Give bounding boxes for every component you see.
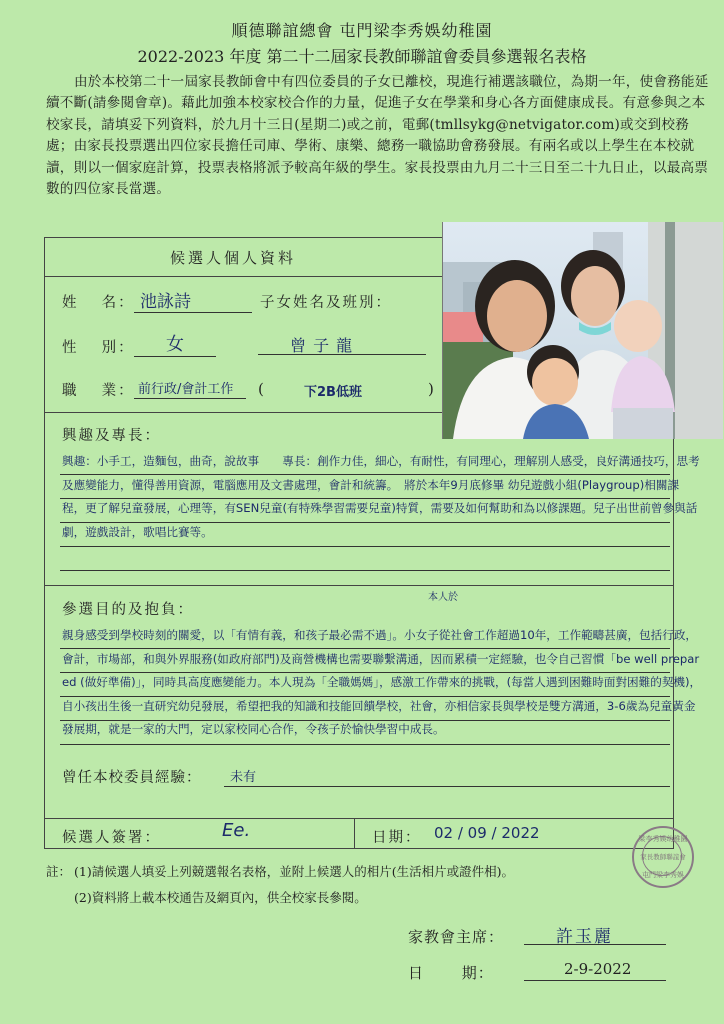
chair-date-label: 日 期： (408, 964, 494, 982)
interests-label: 興趣及專長： (62, 428, 161, 444)
class-value: 下2B低班 (304, 385, 362, 400)
gender-value: 女 (166, 334, 184, 355)
class-close-paren: ) (428, 380, 434, 398)
divider (44, 818, 674, 819)
date-label: 日期： (372, 830, 422, 846)
chair-date: 2-9-2022 (564, 960, 632, 978)
school-title: 順德聯誼總會 屯門梁李秀娛幼稚園 (231, 21, 493, 40)
divider (44, 585, 674, 586)
child-name-value: 曾 子 龍 (290, 336, 354, 355)
purpose-line (60, 672, 670, 673)
purpose-line (60, 744, 670, 745)
interests-line (60, 570, 670, 571)
chair-label: 家教會主席： (408, 928, 505, 946)
intro-paragraph: 由於本校第二十一屆家長教師會中有四位委員的子女已離校，現進行補選該職位，為期一年，使會務能延續不斷(請參閱會章)。藉此加強本校家校合作的力量，促進子女在學業和身心各方面健康成長。有意參與之本校家長，請填妥下列資料，於九月十三日(星期二)或之前，電郵(tmllsykg@netvigator.com)或交到校務處；由家長投票選出四位家長擔任司庫、學術、康樂、總務一職協助會務發展。有兩名或以上學生在本校就讀，則以一個家庭計算，投票表格將派予較高年級的學生。家長投票由九月二十三日至二十九日止，以最高票數的四位家長當選。 (46, 74, 709, 198)
class-open-paren: ( (258, 380, 264, 398)
name-underline (134, 312, 252, 313)
purpose-label: 參選目的及抱負： (62, 602, 194, 618)
divider (44, 276, 442, 277)
purpose-line (60, 696, 670, 697)
chair-underline (524, 944, 666, 945)
purpose-line (60, 648, 670, 649)
signature-value: Ee. (222, 820, 251, 841)
interests-line (60, 474, 670, 475)
date-value: 02 / 09 / 2022 (434, 824, 540, 842)
name-label: 姓 名： (62, 295, 135, 311)
stamp-bottom-text: 屯門梁李秀娛 (642, 871, 684, 879)
child-name-underline (258, 354, 426, 355)
experience-label: 曾任本校委員經驗： (62, 770, 202, 786)
signature-label: 候選人簽署： (62, 830, 161, 846)
purpose-line (60, 720, 670, 721)
purpose-text: 親身感受到學校時刻的關愛，以「有情有義，和孩子最必需不過」。小女子從社會工作超過10年，工作範疇甚廣，包括行政，會計，市場部，和與外界服務(如政府部門)及商營機構也需要聯繫溝通，因而累積一定經驗，也令自己習慣「be well prepared (做好準備)」，同時具高度應變能力。本人現為「全職媽媽」，感激工作帶來的挑戰，(每當人遇到困難時面對困難的契機)，自小孩出生後一直研究幼兒發展，希望把我的知識和技能回饋學校，社會，亦相信家長與學校是雙方溝通，3-6歲為兒童黃金發展期，就是一家的大門，定以家校同心合作，令孩子於愉快學習中成長。 (62, 628, 702, 736)
gender-underline (134, 356, 216, 357)
interests-text: 興趣：小手工，造麵包，曲奇，說故事 專長：創作力佳，細心，有耐性，有同理心，理解別人感受，良好溝通技巧，思考及應變能力，懂得善用資源，電腦應用及文書處理，會計和統籌。 將於本年9月底修畢 幼兒遊戲小組(Playgroup)相關課程，更了解兒童發展，心理等，有SEN兒童(有特殊學習需要兒童)特質，需要及如何幫助和為以修課題。兒子出世前曾參與話劇，遊戲設計，歌唱比賽等。 (62, 454, 700, 539)
stamp-top-text: 梁李秀娛幼稚園 (638, 835, 688, 843)
note-prefix: 註： (46, 864, 72, 879)
photo-illustration (443, 222, 723, 439)
child-label: 子女姓名及班別： (260, 295, 392, 311)
chair-date-underline (524, 980, 666, 981)
note-1: (1)請候選人填妥上列競選報名表格，並附上候選人的相片(生活相片或證件相)。 (74, 864, 514, 879)
interests-line (60, 498, 670, 499)
section-title: 候選人個人資料 (170, 249, 297, 267)
interests-note: 本人於 (428, 592, 458, 603)
form-title: 2022-2023 年度 第二十二屆家長教師聯誼會委員參選報名表格 (137, 47, 587, 66)
interests-line (60, 546, 670, 547)
chair-name: 許玉麗 (556, 927, 613, 947)
note-2: (2)資料將上載本校通告及網頁內，供全校家長參閱。 (74, 890, 367, 905)
occupation-label: 職 業： (62, 383, 135, 399)
candidate-photo (442, 222, 723, 439)
parent-teacher-association-stamp (632, 826, 694, 888)
stamp-middle-text: 家長教師聯誼會 (640, 853, 686, 861)
name-value: 池詠詩 (140, 292, 191, 312)
gender-label: 性 別： (62, 340, 135, 356)
experience-line (224, 786, 670, 787)
occupation-underline (134, 398, 246, 399)
interests-line (60, 522, 670, 523)
occupation-value: 前行政/會計工作 (138, 382, 234, 397)
experience-value: 未有 (230, 770, 257, 785)
divider (354, 818, 355, 848)
